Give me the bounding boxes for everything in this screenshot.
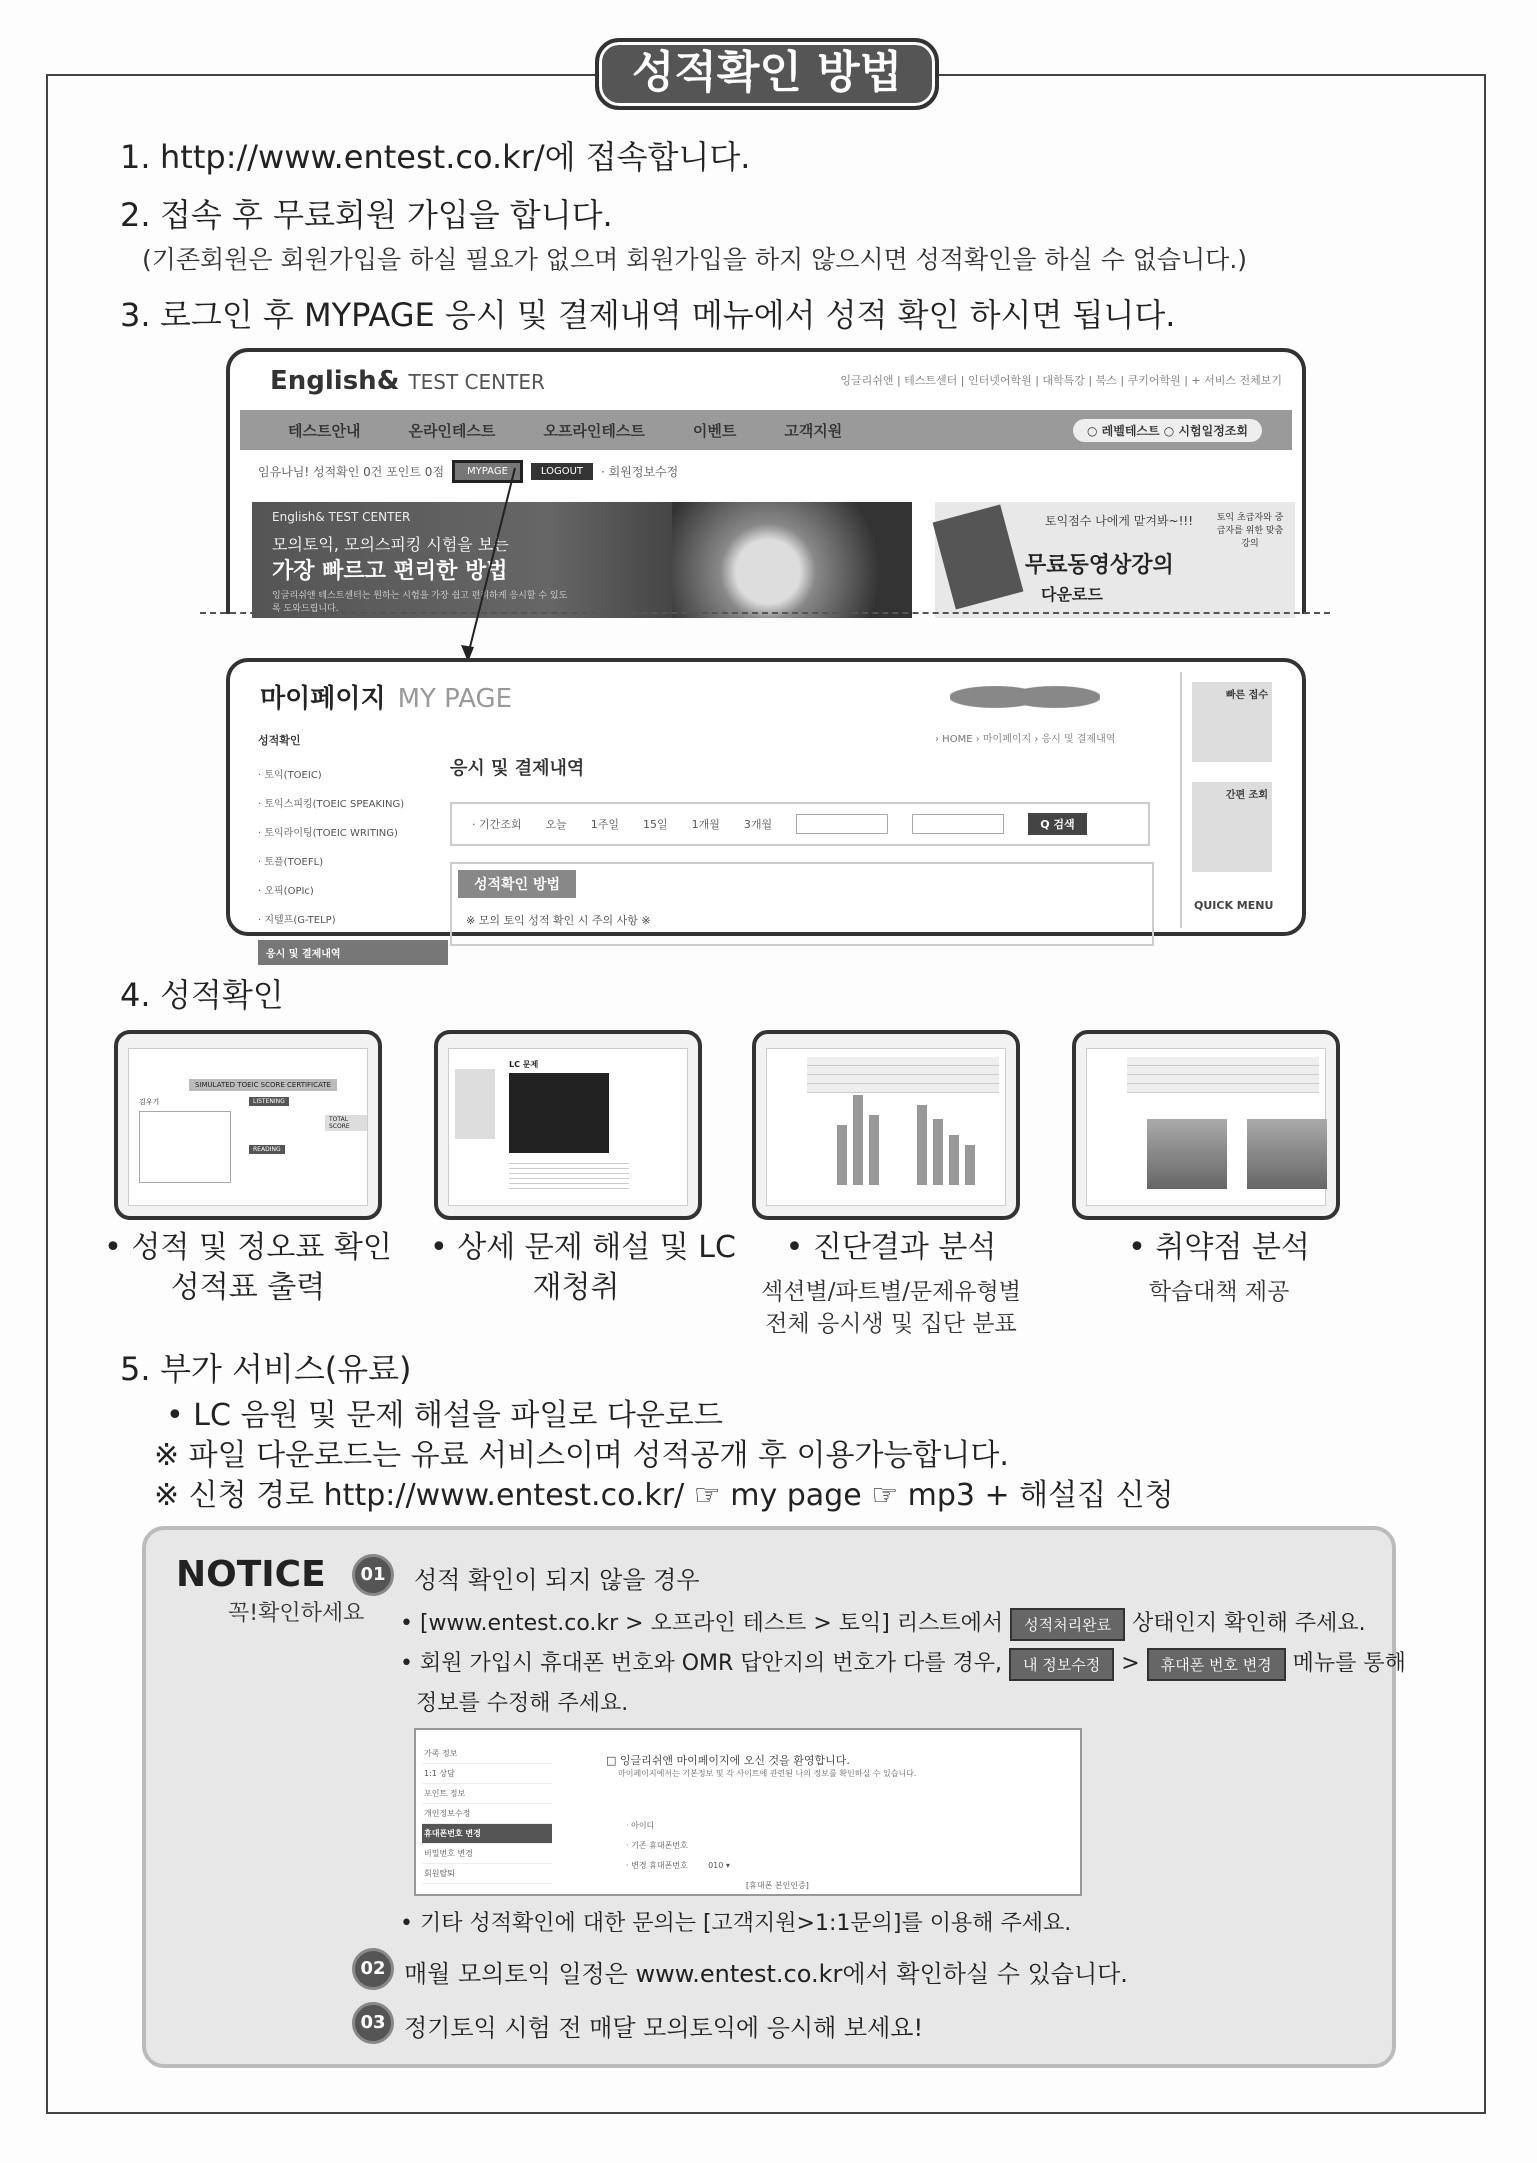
notice-text: ※ 모의 토익 성적 확인 시 주의 사항 ※ xyxy=(466,914,651,927)
start-date-input[interactable] xyxy=(796,814,888,834)
thumb-bar xyxy=(965,1145,975,1185)
notice-1-title: 성적 확인이 되지 않을 경우 xyxy=(414,1566,700,1594)
thumb-score-certificate xyxy=(114,1030,382,1220)
status-badge: 성적처리완료 xyxy=(1010,1608,1125,1641)
mini-menu-item[interactable]: 비밀번호 변경 xyxy=(422,1844,552,1864)
thumb-table xyxy=(1127,1057,1319,1093)
notice-1-bullet-2: • 회원 가입시 휴대폰 번호와 OMR 답안지의 번호가 다를 경우, 내 정보수정 > 휴대폰 번호 변경 메뉴를 통해 xyxy=(400,1646,1406,1681)
nav-quick-links[interactable]: ○ 레벨테스트 ○ 시험일정조회 xyxy=(1073,419,1262,442)
filter-label: · 기간조회 xyxy=(472,818,522,831)
notice-1-bullet-3: • 기타 성적확인에 대한 문의는 [고객지원>1:1문의]를 이용해 주세요. xyxy=(400,1911,1072,1936)
thumb-bar xyxy=(949,1135,959,1185)
promo-line-3: 다운로드 xyxy=(1041,585,1103,604)
phone-prefix-select[interactable]: 010 ▾ xyxy=(708,1861,730,1870)
tab-score-method[interactable]: 성적확인 방법 xyxy=(458,870,576,898)
mini-menu xyxy=(422,1744,552,1884)
thumb-cert-reading: READING xyxy=(249,1145,285,1154)
section-title: 응시 및 결제내역 xyxy=(450,758,585,779)
step-text: 부가 서비스(유료) xyxy=(160,1350,412,1388)
quick-apply-button[interactable]: 빠른 접수 xyxy=(1192,682,1272,762)
filter-1week[interactable]: 1주일 xyxy=(590,818,620,831)
my-info-edit-badge: 내 정보수정 xyxy=(1009,1648,1114,1681)
thumb-cert-name: 김우기 xyxy=(139,1098,160,1106)
sidebar-item-history[interactable]: 응시 및 결제내역 xyxy=(258,940,448,965)
site-logo: English& TEST CENTER xyxy=(270,366,545,396)
promo-line-1: 토익점수 나에게 맡겨봐~!!! xyxy=(1045,514,1194,528)
sidebar-item-toeic-speaking[interactable]: · 토익스피킹(TOEIC SPEAKING) xyxy=(258,799,405,810)
step-text: http://www.entest.co.kr/에 접속합니다. xyxy=(160,138,751,176)
thumb-chart-1 xyxy=(1147,1119,1227,1189)
thumb-diagnosis xyxy=(752,1030,1020,1220)
end-date-input[interactable] xyxy=(912,814,1004,834)
thumb-sidebar xyxy=(455,1069,495,1139)
search-button[interactable]: Q 검색 xyxy=(1028,813,1086,835)
notice-title: NOTICE xyxy=(176,1554,326,1595)
caption-diagnosis: • 진단결과 분석 xyxy=(785,1230,997,1265)
thumb-bar xyxy=(853,1095,863,1185)
thumb-bar xyxy=(917,1105,927,1185)
notice-subtitle: 꼭!확인하세요 xyxy=(228,1601,365,1626)
quick-menu-label: QUICK MENU xyxy=(1194,899,1274,912)
glasses-image xyxy=(950,672,1100,722)
logout-button[interactable]: LOGOUT xyxy=(531,463,593,480)
quick-menu xyxy=(1180,672,1292,928)
mypage-screenshot xyxy=(226,658,1306,960)
caption-lc: • 상세 문제 해설 및 LC 재청취 xyxy=(430,1230,736,1305)
mini-field-id: · 아이디 xyxy=(626,1821,655,1830)
sidebar-item-toefl[interactable]: · 토플(TOEFL) xyxy=(258,857,324,868)
step-2-note: (기존회원은 회원가입을 하실 필요가 없으며 회원가입을 하지 않으시면 성적확인을 하실 수 없습니다.) xyxy=(142,245,1248,274)
thumb-weakness xyxy=(1072,1030,1340,1220)
step-number: 5. xyxy=(120,1350,151,1388)
thumb-photo xyxy=(509,1073,609,1153)
filter-today[interactable]: 오늘 xyxy=(545,818,567,831)
notice-number-2: 02 xyxy=(352,1948,394,1990)
mypage-button[interactable]: MYPAGE xyxy=(452,460,523,483)
thumb-lc-title: LC 문제 xyxy=(509,1060,539,1069)
nav-support[interactable]: 고객지원 xyxy=(784,421,843,440)
mini-menu-item-selected[interactable]: 휴대폰번호 변경 xyxy=(422,1824,552,1844)
mini-menu-item[interactable]: 가족 정보 xyxy=(422,1744,552,1764)
sidebar-item-toeic[interactable]: · 토익(TOEIC) xyxy=(258,770,322,781)
notice-3-text: 정기토익 시험 전 매달 모의토익에 응시해 보세요! xyxy=(404,2014,924,2042)
quick-lookup-button[interactable]: 간편 조회 xyxy=(1192,782,1272,872)
user-status: 임유나님! 성적확인 0건 포인트 0점 xyxy=(258,465,445,479)
sidebar-item-opic[interactable]: · 오픽(OPIc) xyxy=(258,886,314,897)
mini-menu-item[interactable]: 회원탈퇴 xyxy=(422,1864,552,1884)
phone-change-badge: 휴대폰 번호 변경 xyxy=(1147,1648,1286,1681)
mini-menu-item[interactable]: 1:1 상담 xyxy=(422,1764,552,1784)
thumb-lc-review xyxy=(434,1030,702,1220)
nav-test-info[interactable]: 테스트안내 xyxy=(288,421,361,440)
notice-1-bullet-1: • [www.entest.co.kr > 오프라인 테스트 > 토익] 리스트에서 성적처리완료 상태인지 확인해 주세요. xyxy=(400,1606,1366,1641)
caption-diagnosis-sub: 섹션별/파트별/문제유형별 전체 응시생 및 집단 분표 xyxy=(761,1279,1021,1337)
step-text: 로그인 후 MYPAGE 응시 및 결제내역 메뉴에서 성적 확인 하시면 됩니다. xyxy=(160,296,1176,334)
nav-event[interactable]: 이벤트 xyxy=(692,421,737,440)
thumb-cert-title: SIMULATED TOEIC SCORE CERTIFICATE xyxy=(189,1079,337,1091)
mini-field-old-phone: · 기존 휴대폰번호 xyxy=(626,1841,688,1850)
step-4 xyxy=(120,970,284,1016)
notice-number-3: 03 xyxy=(352,2002,394,2044)
step-number: 2. xyxy=(120,196,151,234)
promo-line-2: 무료동영상강의 xyxy=(1025,553,1174,578)
step-number: 4. xyxy=(120,976,151,1014)
thumb-bar xyxy=(837,1125,847,1185)
mini-subheading: 마이페이지에서는 기본정보 및 각 사이트에 관련된 나의 정보를 확인하실 수 있습니다. xyxy=(618,1769,917,1778)
caption-score: • 성적 및 정오표 확인 성적표 출력 xyxy=(104,1230,392,1305)
thumb-cert-total: TOTAL SCORE xyxy=(325,1115,367,1131)
banner-line-3: 잉글리쉬앤 테스트센터는 원하는 시험을 가장 쉽고 편리하게 응시할 수 있도록 도와드립니다. xyxy=(272,591,568,614)
sidebar-heading: 성적확인 xyxy=(258,734,301,747)
breadcrumb: › HOME › 마이페이지 › 응시 및 결제내역 xyxy=(935,734,1116,745)
mypage-sidebar xyxy=(258,732,448,979)
nav-online-test[interactable]: 온라인테스트 xyxy=(408,421,496,440)
mini-field-new-phone: · 변경 휴대폰번호 010 ▾ xyxy=(626,1861,730,1870)
page-title: 성적확인 방법 xyxy=(595,38,939,110)
notice-number-1: 01 xyxy=(352,1554,394,1596)
nav-offline-test[interactable]: 오프라인테스트 xyxy=(543,421,645,440)
banner-line-1: 모의토익, 모의스피킹 시험을 보는 xyxy=(272,535,509,554)
sidebar-item-toeic-writing[interactable]: · 토익라이팅(TOEIC WRITING) xyxy=(258,828,398,839)
thumb-bar xyxy=(869,1115,879,1185)
thumb-table xyxy=(807,1057,999,1093)
edit-profile-link[interactable]: · 회원정보수정 xyxy=(601,465,679,479)
thumb-text-lines xyxy=(509,1159,629,1189)
mini-menu-item[interactable]: 개인정보수정 xyxy=(422,1804,552,1824)
thumb-cert-listening: LISTENING xyxy=(249,1097,289,1106)
step-5 xyxy=(120,1344,412,1390)
notice-2-text: 매월 모의토익 일정은 www.entest.co.kr에서 확인하실 수 있습니다. xyxy=(404,1960,1128,1988)
thumb-chart-2 xyxy=(1247,1119,1327,1189)
step-number: 3. xyxy=(120,296,151,334)
period-filter xyxy=(450,802,1150,846)
promo-corner: 토익 초급자와 중급자를 위한 맞춤 강의 xyxy=(1216,513,1284,549)
banner-line-2: 가장 빠르고 편리한 방법 xyxy=(272,559,508,584)
step-text: 성적확인 xyxy=(160,976,284,1014)
step-text: 접속 후 무료회원 가입을 합니다. xyxy=(160,196,613,234)
arrow-icon xyxy=(0,0,1537,700)
caption-weakness-sub: 학습대책 제공 xyxy=(1148,1279,1290,1305)
notice-1-bullet-2-cont: 정보를 수정해 주세요. xyxy=(416,1691,629,1716)
top-links[interactable]: 잉글리쉬앤 | 테스트센터 | 인터넷어학원 | 대학특강 | 북스 | 쿠키어학원 | + 서비스 전체보기 xyxy=(840,374,1282,387)
filter-15days[interactable]: 15일 xyxy=(643,818,668,831)
step-5-line-2: ※ 파일 다운로드는 유료 서비스이며 성적공개 후 이용가능합니다. xyxy=(154,1438,1009,1473)
mini-heading: □ 잉글리쉬앤 마이페이지에 오신 것을 환영합니다. xyxy=(606,1754,850,1767)
sidebar-item-gtelp[interactable]: · 지텔프(G-TELP) xyxy=(258,915,336,926)
step-5-line-3: ※ 신청 경로 http://www.entest.co.kr/ ☞ my page ☞ mp3 + 해설집 신청 xyxy=(154,1478,1174,1513)
filter-3months[interactable]: 3개월 xyxy=(743,818,773,831)
thumb-cert-table xyxy=(139,1111,231,1183)
banner-brand: English& TEST CENTER xyxy=(272,510,411,524)
step-number: 1. xyxy=(120,138,151,176)
mini-menu-item[interactable]: 포인트 정보 xyxy=(422,1784,552,1804)
verify-button[interactable]: [휴대폰 본인인증] xyxy=(746,1881,809,1890)
thumb-bar xyxy=(933,1119,943,1185)
phone-change-screenshot xyxy=(414,1728,1082,1896)
filter-1month[interactable]: 1개월 xyxy=(691,818,720,831)
mypage-title: 마이페이지 MY PAGE xyxy=(260,684,513,714)
step-5-line-1: • LC 음원 및 문제 해설을 파일로 다운로드 xyxy=(166,1398,723,1433)
caption-weakness: • 취약점 분석 xyxy=(1128,1230,1310,1265)
